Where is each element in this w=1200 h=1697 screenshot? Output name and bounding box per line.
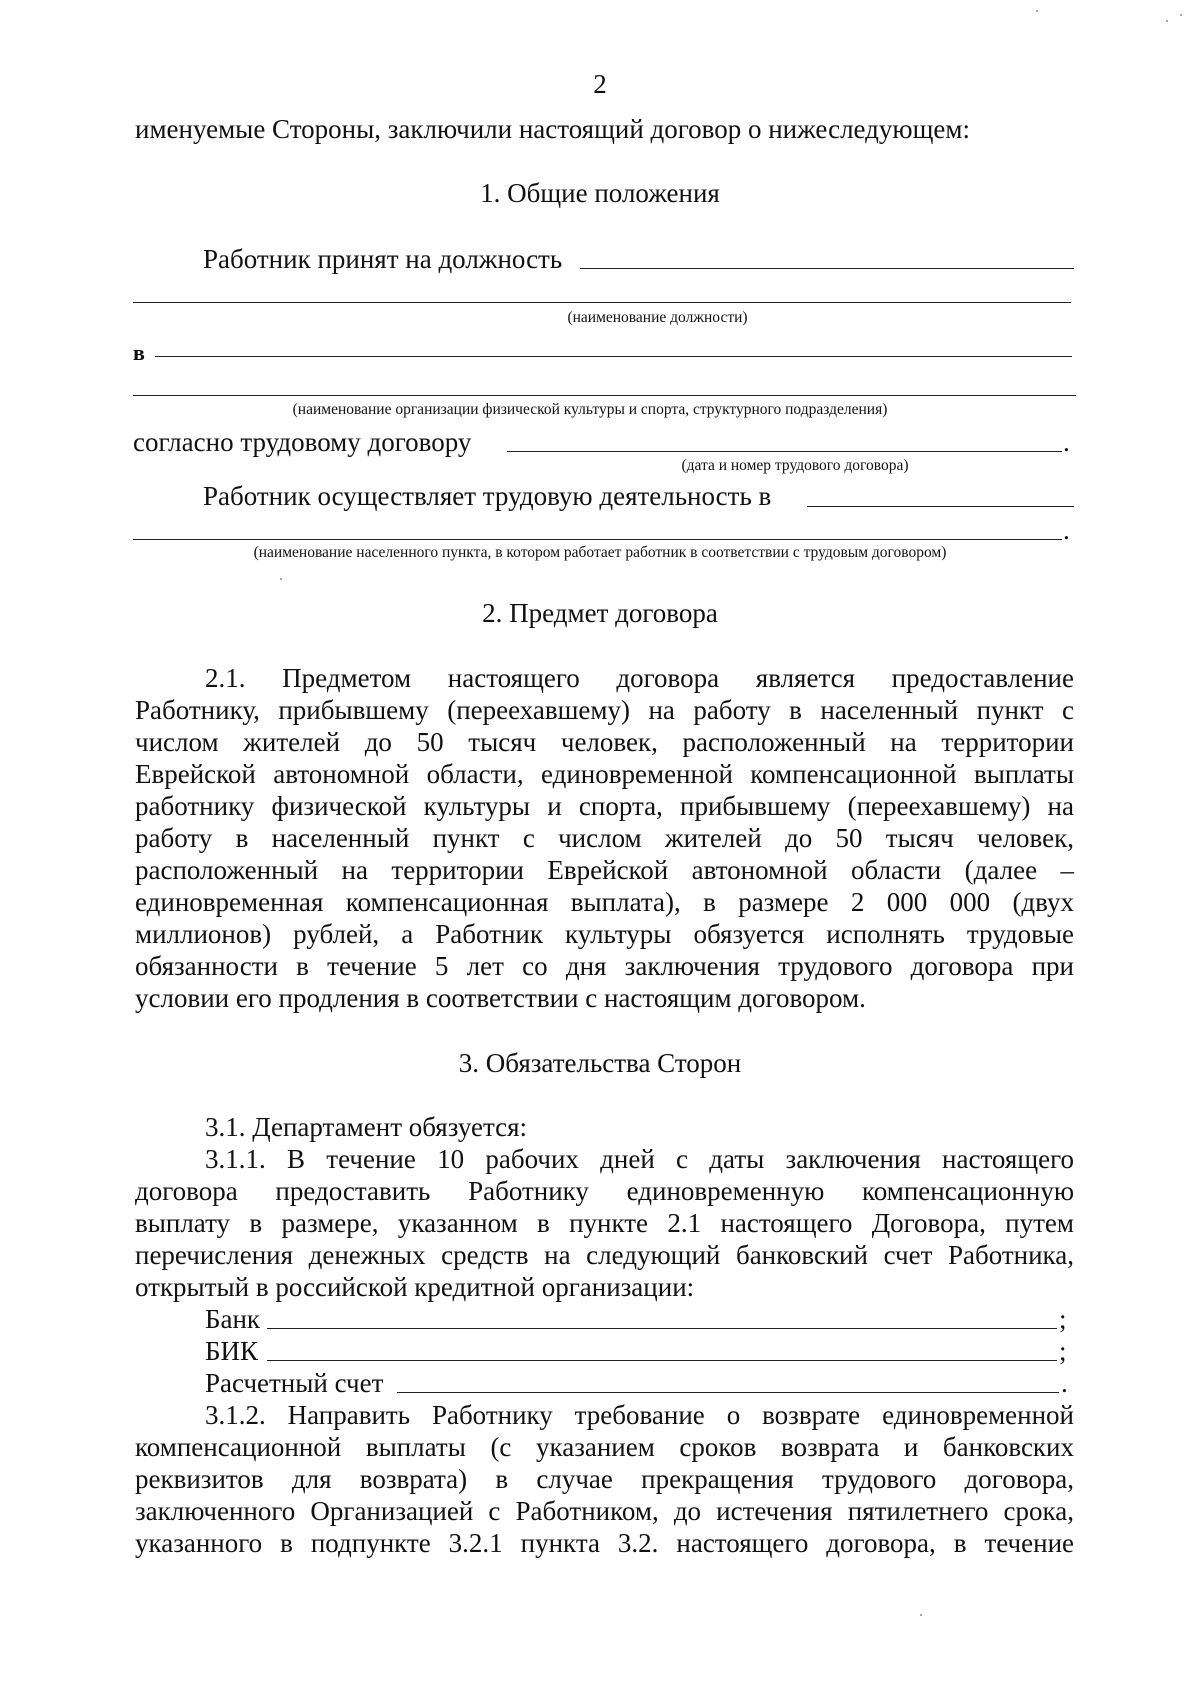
activity-label: Работник осуществляет трудовую деятельность в [203, 481, 772, 511]
section1-heading: 1. Общие положения [480, 178, 720, 208]
p312-line: заключенного Организацией с Работником, до истечения пятилетнего срока, [135, 1496, 1074, 1526]
p311-line: выплату в размере, указанном в пункте 2.1 настоящего Договора, путем [135, 1208, 1074, 1238]
page-number: 2 [593, 69, 607, 99]
scan-speck [920, 1614, 922, 1616]
intro-text: именуемые Стороны, заключили настоящий договор о нижеследующем: [135, 114, 970, 144]
bank-end: ; [1059, 1304, 1067, 1334]
position-fill-line-2[interactable] [133, 302, 1071, 303]
p21-line: единовременная компенсационная выплата), в размере 2 000 000 (двух [135, 887, 1074, 917]
activity-caption: (наименование населенного пункта, в котором работает работник в соответствии с трудовым договором) [253, 544, 947, 561]
p21-line: обязанности в течение 5 лет со дня заключения трудового договора при [135, 951, 1074, 981]
p312-line: 3.1.2. Направить Работнику требование о возврате единовременной [205, 1400, 1074, 1430]
bik-end: ; [1059, 1336, 1067, 1366]
bik-fill-line[interactable] [267, 1360, 1057, 1361]
p21-line: расположенный на территории Еврейской автономной области (далее – [135, 855, 1074, 885]
p21-line: Еврейской автономной области, единовременной компенсационной выплаты [135, 759, 1074, 789]
p311-line: 3.1.1. В течение 10 рабочих дней с даты заключения настоящего [205, 1144, 1074, 1174]
p312-line: реквизитов для возврата) в случае прекращения трудового договора, [135, 1464, 1074, 1494]
position-fill-line[interactable] [580, 268, 1074, 269]
org-prefix: в [133, 340, 145, 365]
scan-speck [1180, 14, 1182, 16]
position-label: Работник принят на должность [203, 244, 563, 274]
org-fill-line[interactable] [155, 356, 1072, 357]
account-label: Расчетный счет [205, 1368, 384, 1398]
bik-label: БИК [205, 1336, 259, 1366]
position-caption: (наименование должности) [567, 309, 748, 326]
contract-end: . [1063, 427, 1070, 457]
bank-label: Банк [205, 1304, 261, 1334]
p21-line: 2.1. Предметом настоящего договора является предоставление [205, 663, 1074, 693]
activity-fill-line[interactable] [807, 506, 1074, 507]
bank-fill-line[interactable] [267, 1328, 1057, 1329]
p21-line: условии его продления в соответствии с настоящим договором. [135, 983, 866, 1013]
p21-line: миллионов) рублей, а Работник культуры обязуется исполнять трудовые [135, 919, 1074, 949]
contract-caption: (дата и номер трудового договора) [681, 457, 909, 474]
org-fill-line-2[interactable] [133, 395, 1076, 396]
p21-line: работу в населенный пункт с числом жителей до 50 тысяч человек, [135, 823, 1074, 853]
p21-line: числом жителей до 50 тысяч человек, расположенный на территории [135, 727, 1074, 757]
account-end: . [1061, 1368, 1068, 1398]
scan-speck [1036, 10, 1038, 12]
section3-heading: 3. Обязательства Сторон [458, 1048, 742, 1078]
p31-text: 3.1. Департамент обязуется: [205, 1112, 527, 1142]
p311-line: перечисления денежных средств на следующий банковский счет Работника, [135, 1240, 1074, 1270]
scan-speck [280, 578, 282, 580]
scan-speck [1166, 20, 1168, 22]
p21-line: работнику физической культуры и спорта, прибывшему (переехавшему) на [135, 791, 1074, 821]
p21-line: Работнику, прибывшему (переехавшему) на работу в населенный пункт с [135, 695, 1074, 725]
p311-line: открытый в российской кредитной организации: [135, 1272, 695, 1302]
p312-line: указанного в подпункте 3.2.1 пункта 3.2. настоящего договора, в течение [135, 1528, 1074, 1558]
activity-fill-line-2[interactable] [133, 539, 1062, 540]
p312-line: компенсационной выплаты (с указанием сроков возврата и банковских [135, 1432, 1074, 1462]
activity-end: . [1063, 515, 1070, 545]
section2-heading: 2. Предмет договора [482, 598, 718, 628]
p311-line: договора предоставить Работнику единовременную компенсационную [135, 1176, 1074, 1206]
contract-fill-line[interactable] [507, 451, 1062, 452]
org-caption: (наименование организации физической культуры и спорта, структурного подразделения) [292, 401, 888, 418]
account-fill-line[interactable] [397, 1392, 1059, 1393]
contract-label: согласно трудовому договору [133, 427, 472, 457]
